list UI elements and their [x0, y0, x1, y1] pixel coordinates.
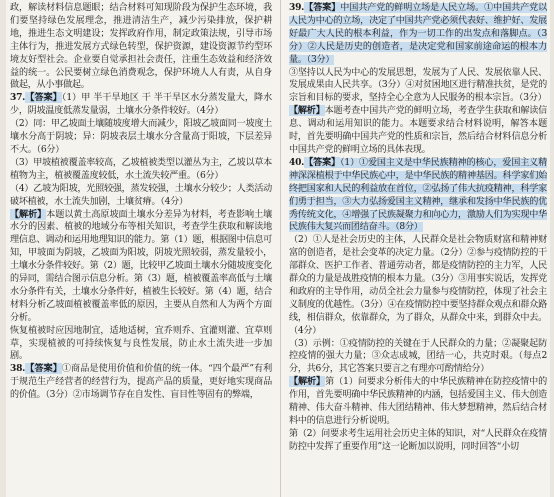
- q40-explanation: [289, 376, 547, 428]
- q39-number: 39.: [289, 2, 305, 13]
- q37-part4: （4）乙坡为阳坡，光照较强，蒸发较强，土壤水分较少；人类活动破坏植被，水土流失加剧，土壤贫瘠。（4分）: [10, 183, 272, 207]
- exam-answer-page: [6, 0, 550, 497]
- q40-explanation-text: 第（1）问要求分析伟大的中华民族精神在防控疫情中的作用，首先要明确中华民族精神的内涵，包括爱国主义、伟大创造精神、伟大奋斗精神、伟大团结精神、伟大梦想精神，然后结合材料中的信息进行分析说明。: [289, 377, 547, 426]
- q37-explanation: [10, 209, 272, 325]
- q40-explanation-tag: 【解析】: [289, 376, 326, 388]
- q39-answer-tag: 【答案】: [304, 2, 341, 13]
- q40-number: 40.: [289, 156, 305, 168]
- geography-paragraph: 政，解读材料信息题眼；结合材料可知现阶段为保护生态环境，我们要坚持绿色发展理念，推进清洁生产，减少污染排放，保护耕地，推进生态文明建设；发挥政府作用，制定政策法规，引导市场主体行为，推进发展方式绿色转型，保护资源，建设资源节约型环境友好型社会。企业要自觉承担社会责任，注重生态效益和经济效益的统一。公民要树立绿色消费观念，保护环境人人有责，从自身做起，从小事做起。: [10, 3, 272, 91]
- q39-part1: 中国共产党的鲜明立场是人民立场。①中国共产党以人民为中心的立场，决定了中国共产党必须代表好、维护好、发展好最广大人民的根本利益，作为一切工作的出发点和落脚点。（3分）②人民是历史的创造者，是决定党和国家前途命运的根本力量。（3分）: [289, 3, 547, 65]
- left-column: [10, 2, 272, 495]
- q38-text: ①商品是使用价值和价值的统一体。“四个最严”有利于规范生产经营者的经营行为，提高产品的质量，更好地实现商品的价值。（3分）②市场调节存在自发性、盲目性等固有的弊端，: [10, 364, 272, 401]
- q37-number: 37.: [10, 92, 26, 104]
- right-column: [289, 2, 547, 495]
- q40-part3: （3）示例：①疫情防控的关键在于人民群众的力量；②凝聚起防控疫情的强大力量；③众志成城，团结一心，共克时艰。（每点2分，共6分，其它答案只要言之有理亦可酌情给分）: [289, 338, 547, 375]
- q37-answer-tag: 【答案】: [25, 92, 62, 104]
- q39-explanation-text: 本题考查中国共产党的鲜明立场，考查学生获取和解读信息、调动和运用知识的能力。本题要求结合材料说明，解答本题时，首先要明确中国共产党的性质和宗旨，然后结合材料信息分析中国共产党的鲜明立场的具体表现。: [289, 106, 547, 155]
- q40-part1: （1）①爱国主义是中华民族精神的核心，爱国主义精神深深植根于中华民族心中，是中华民族的精神基因。科学家们始终把国家和人民的利益放在首位，②弘扬了伟大抗疫精神，科学家们勇于担当，③大力弘扬爱国主义精神，继承和发扬中华民族的优秀传统文化，④增强了民族凝聚力和向心力，激励人们为实现中华民族伟大复兴而团结奋斗。（8分）: [289, 157, 547, 233]
- q38-answer: [10, 363, 272, 402]
- q38-answer-tag: 【答案】: [25, 363, 62, 375]
- q39-part2: ③坚持以人民为中心的发展思想，发展为了人民、发展依靠人民、发展成果由人民共享。（3分）④对贫困地区进行精准扶贫，是党的宗旨和目标的要求，坚持全心全意为人民服务的根本宗旨。（3分）: [289, 67, 547, 104]
- q39-explanation-tag: 【解析】: [289, 105, 325, 117]
- q39-explanation: [289, 105, 547, 157]
- q37-tail: 恢复植被时应因地制宜，适地适树，宜乔则乔、宜灌则灌、宜草则草，实现植被的可持续恢复与良性发展，防止水土流失进一步加剧。: [10, 325, 272, 362]
- q39-answer: [289, 2, 547, 67]
- q37-explanation-tag: 【解析】: [10, 208, 47, 220]
- q37-part1: （1）甲 半干旱地区 干 半干旱区水分蒸发量大，降水少，阴坡温度低蒸发量弱，土壤水分条件较好。（4分）: [10, 93, 272, 117]
- q37-explanation-text: 本题以黄土高原坡面土壤水分差异为材料，考查影响土壤水分的因素、植被的地域分布等相关知识，考查学生获取和解读地理信息、调动和运用地理知识的能力。第（1）题，根据图中信息可知，甲坡面为阴坡，乙坡面为阳坡，阴坡光照较弱，蒸发量较小，土壤水分条件较好。第（2）题，比较甲乙坡面土壤水分随坡度变化的异同，需结合图示信息分析。第（3）题，植被覆盖率高低与土壤水分条件有关，土壤水分条件好，植被生长较好。第（4）题，结合材料分析乙坡面植被覆盖率低的原因，主要从自然和人为两个方面分析。: [10, 209, 272, 323]
- q37-part3: （3）甲坡植被覆盖率较高，乙坡植被类型以灌丛为主，乙坡以草本植物为主，植被覆盖度较低，水土流失较严重。（6分）: [10, 157, 272, 181]
- q37-part2: （2）同：甲乙坡面土壤随坡度增大而减少，阳坡乙坡面同一坡度土壤水分高于阴坡；异：阴坡表层土壤水分含量高于阳坡，下层差异不大。（6分）: [10, 119, 272, 155]
- q40-part2: （2）①人是社会历史的主体，人民群众是社会物质财富和精神财富的创造者，是社会变革的决定力量。（2分）②参与疫情防控的干部群众、医护工作者、普通劳动者，都是疫情防控的主力军，人民群众的力量是战胜疫情的根本力量。（3分）③用事实说话，发挥党和政府的主导作用，动员全社会力量参与疫情防控，体现了社会主义制度的优越性。（3分）④在疫情防控中要坚持群众观点和群众路线，相信群众，依靠群众，为了群众，从群众中来，到群众中去。（4分）: [289, 235, 547, 336]
- q38-number: 38.: [10, 363, 26, 375]
- q40-explanation-part2: 第（2）问要求考生运用社会历史主体的知识，对“人民群众在疫情防控中发挥了重要作用”这一论断加以说明，同时回答“小切: [289, 428, 547, 452]
- column-divider: [280, 0, 281, 497]
- q40-answer: [289, 157, 547, 234]
- q40-answer-tag: 【答案】: [304, 156, 341, 168]
- q37-answer: [10, 92, 272, 118]
